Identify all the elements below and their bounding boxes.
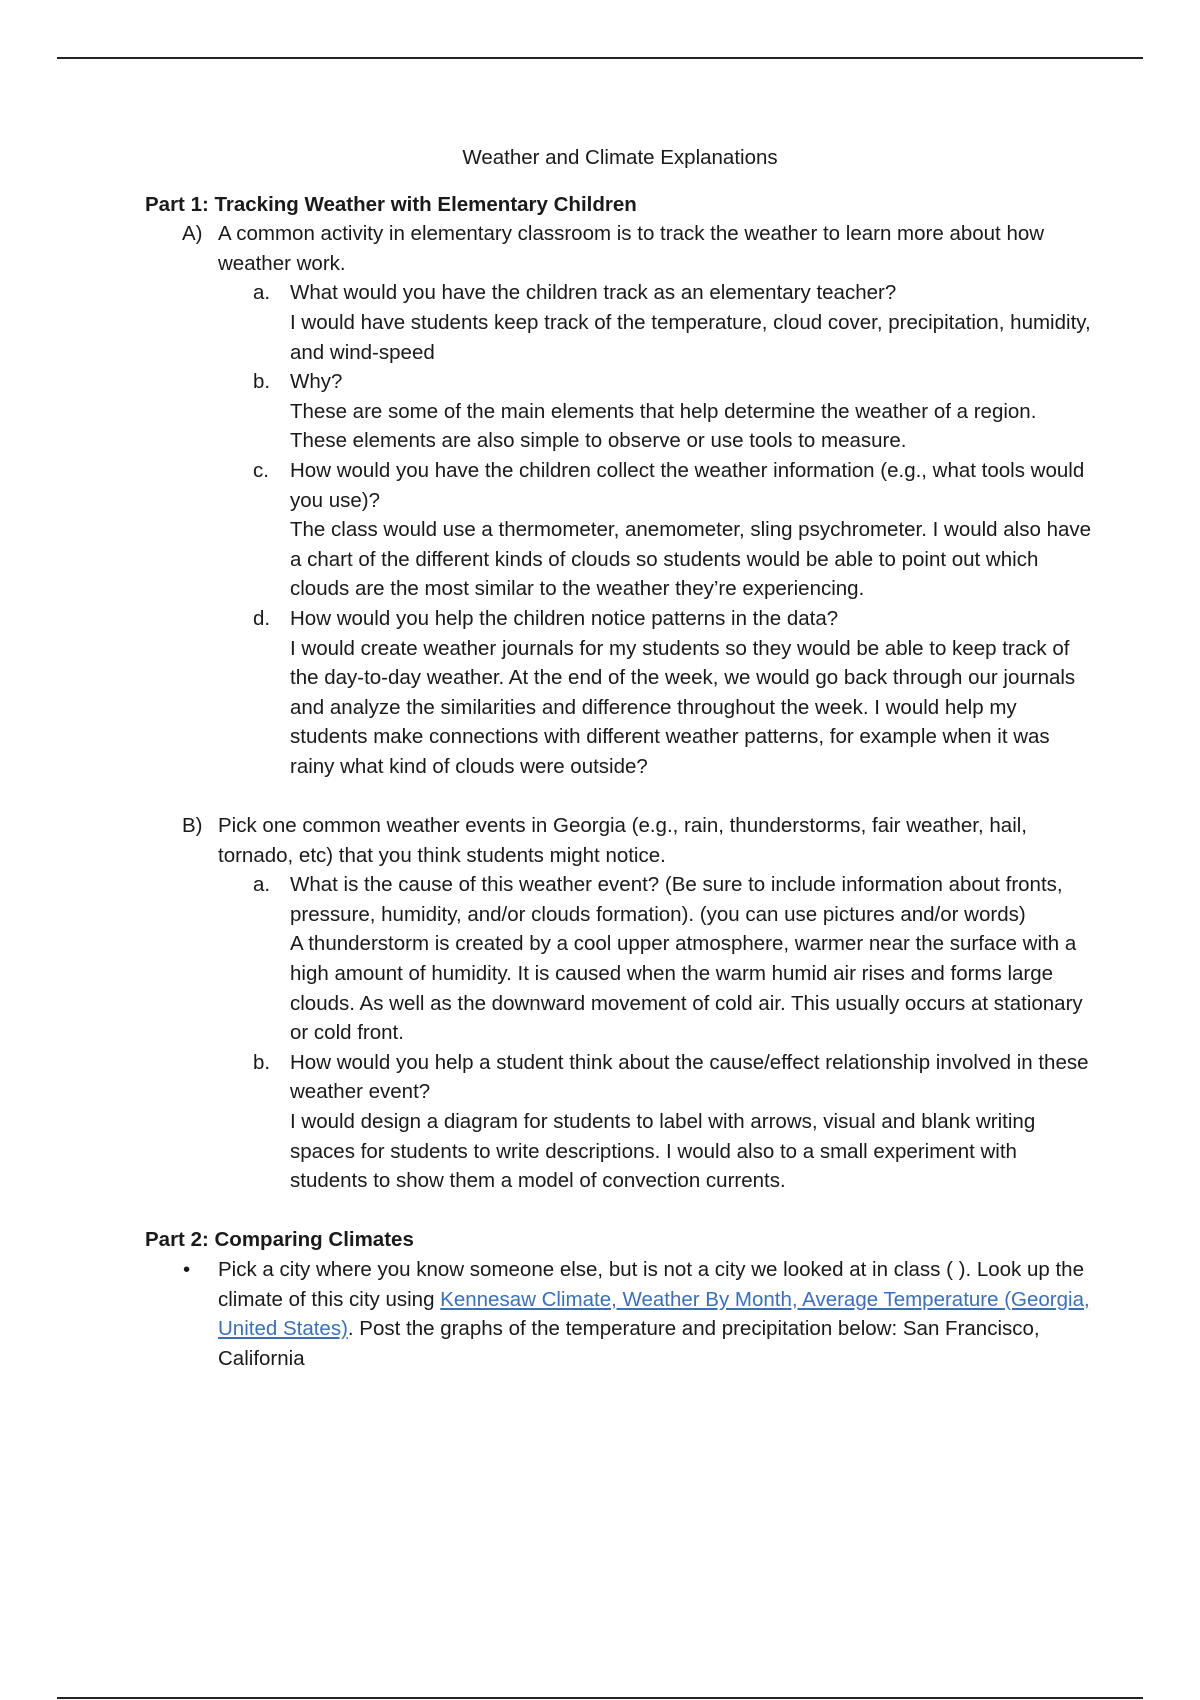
subquestion-b [145, 367, 1095, 456]
subquestion-c [145, 456, 1095, 604]
part1-heading: Part 1: Tracking Weather with Elementary Children [145, 192, 637, 216]
subquestion-a [145, 870, 1095, 1048]
spacer [145, 781, 1095, 811]
answer-text: The class would use a thermometer, anemometer, sling psychrometer. I would also have a chart of the different kinds of clouds so students would be able to point out which clouds are the most similar to the weather they’re experiencing. [290, 518, 1092, 601]
question-B-prompt: Pick one common weather events in Georgia (e.g., rain, thunderstorms, fair weather, hail, tornado, etc) that you think students might notice. [218, 814, 1027, 867]
question-A [145, 219, 1095, 278]
subquestion-a [145, 278, 1095, 367]
answer-text: A thunderstorm is created by a cool upper atmosphere, warmer near the surface with a high amount of humidity. It is caused when the warm humid air rises and forms large clouds. As well as the downward movement of cold air. This usually occurs at stationary or cold front. [290, 932, 1083, 1045]
subquestion-d [145, 604, 1095, 782]
answer-text: I would have students keep track of the temperature, cloud cover, precipitation, humidity, and wind-speed [290, 310, 1091, 364]
part2-heading: Part 2: Comparing Climates [145, 1228, 414, 1252]
answer-text: I would create weather journals for my students so they would be able to keep track of the day-to-day weather. At the end of the week, we would go back through our journals and analyze the similarities and difference throughout the week. I would help my students make connections with different weather patterns, for example when it was rainy what kind of clouds were outside? [290, 636, 1076, 778]
bullet-icon: • [183, 1257, 191, 1281]
answer-text: These are some of the main elements that help determine the weather of a region. These elements are also simple to observe or use tools to measure. [290, 399, 1037, 453]
header-rule [57, 57, 1143, 59]
document-title: Weather and Climate Explanations [462, 146, 778, 169]
question-B [145, 811, 1095, 870]
question-A-prompt: A common activity in elementary classroom is to track the weather to learn more about how weather work. [218, 222, 1045, 275]
spacer [145, 1196, 1095, 1226]
question-A-label: A) [182, 222, 203, 246]
subquestion-label: d. [253, 606, 271, 630]
question-text: How would you have the children collect the weather information (e.g., what tools would you use)? [290, 458, 1085, 512]
document-body [145, 143, 1095, 1373]
climate-source-link[interactable]: Kennesaw Climate, Weather By Month, Average Temperature (Georgia, United States) [218, 1287, 1090, 1341]
subquestion-label: a. [253, 873, 271, 897]
question-text: What is the cause of this weather event? (Be sure to include information about fronts, pressure, humidity, and/or clouds formation). (you can use pictures and/or words) [290, 873, 1063, 926]
question-text: How would you help the children notice patterns in the data? [290, 606, 839, 630]
question-text: What would you have the children track as an elementary teacher? [290, 281, 897, 305]
part2-bullet-item [145, 1255, 1095, 1373]
subquestion-label: b. [253, 370, 271, 394]
subquestion-b [145, 1048, 1095, 1196]
footer-rule [57, 1697, 1143, 1699]
part2-text-after: . Post the graphs of the temperature and precipitation below: San Francisco, California [218, 1317, 1040, 1370]
question-text: Why? [290, 370, 343, 394]
answer-text: I would design a diagram for students to label with arrows, visual and blank writing spaces for students to write descriptions. I would also to a small experiment with students to show them a model of convection currents. [290, 1110, 1036, 1193]
question-B-label: B) [182, 814, 203, 838]
question-text: How would you help a student think about the cause/effect relationship involved in these weather event? [290, 1050, 1089, 1104]
part2-text-before: Pick a city where you know someone else, but is not a city we looked at in class ( ). Look up the climate of this city using [218, 1257, 1084, 1311]
subquestion-label: a. [253, 281, 271, 305]
subquestion-label: c. [253, 458, 269, 482]
subquestion-label: b. [253, 1050, 271, 1074]
